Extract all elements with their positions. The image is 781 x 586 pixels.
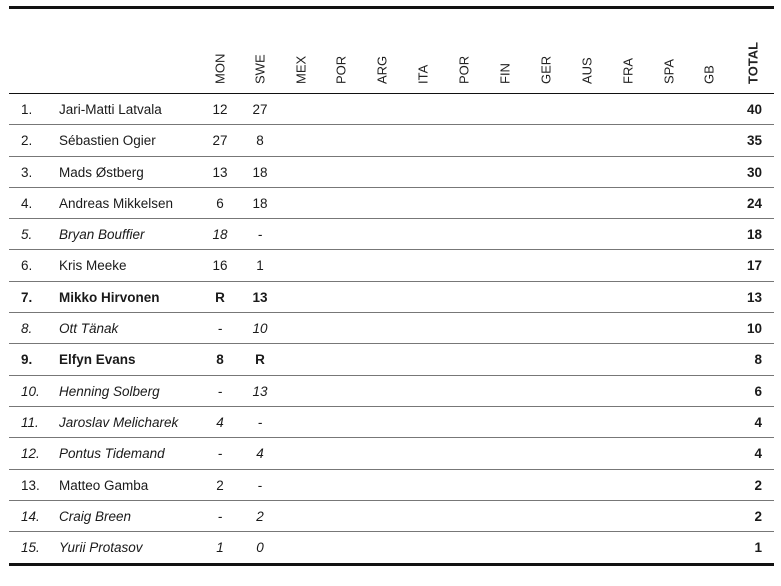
total-cell: 6 bbox=[754, 383, 762, 399]
table-row bbox=[9, 282, 774, 313]
table-row bbox=[9, 532, 774, 563]
column-header-mon-0 bbox=[200, 24, 240, 84]
column-header-label: GB bbox=[701, 65, 717, 84]
table-row bbox=[9, 438, 774, 469]
column-header-gb-12 bbox=[689, 24, 729, 84]
table-row bbox=[9, 501, 774, 532]
total-cell: 8 bbox=[754, 352, 762, 368]
column-header-label: MEX bbox=[293, 55, 309, 84]
driver-name-cell: Elfyn Evans bbox=[59, 352, 136, 368]
column-header-label: FRA bbox=[620, 58, 636, 84]
points-cell-mon: - bbox=[217, 508, 223, 524]
column-header-label: SPA bbox=[661, 58, 677, 84]
points-cell-mon: 4 bbox=[216, 414, 224, 430]
points-cell-swe: 2 bbox=[256, 508, 264, 524]
table-row bbox=[9, 407, 774, 438]
column-header-label: FIN bbox=[497, 63, 513, 84]
points-cell-mon: 1 bbox=[216, 540, 224, 556]
points-cell-mon: 16 bbox=[212, 258, 228, 274]
driver-name-cell: Kris Meeke bbox=[59, 258, 127, 274]
driver-name-cell: Mads Østberg bbox=[59, 164, 144, 180]
column-header-label: GER bbox=[538, 55, 554, 84]
driver-name-cell: Matteo Gamba bbox=[59, 477, 149, 493]
points-cell-swe: 27 bbox=[252, 102, 268, 117]
table-row bbox=[9, 470, 774, 501]
position-cell: 6. bbox=[21, 258, 33, 274]
total-cell: 17 bbox=[746, 258, 762, 274]
points-cell-swe: 18 bbox=[252, 164, 268, 180]
standings-table bbox=[9, 6, 774, 566]
total-cell: 2 bbox=[754, 508, 762, 524]
column-header-fin-7 bbox=[485, 24, 525, 84]
column-header-por-6 bbox=[444, 24, 484, 84]
total-cell: 40 bbox=[746, 102, 762, 117]
position-cell: 4. bbox=[21, 195, 33, 211]
points-cell-mon: 13 bbox=[212, 164, 228, 180]
points-cell-mon: 18 bbox=[212, 227, 228, 243]
driver-name-cell: Sébastien Ogier bbox=[59, 133, 156, 149]
points-cell-swe: R bbox=[255, 352, 265, 368]
position-cell: 14. bbox=[21, 508, 40, 524]
driver-name-cell: Mikko Hirvonen bbox=[59, 289, 160, 305]
points-cell-swe: 0 bbox=[256, 540, 264, 556]
driver-name-cell: Bryan Bouffier bbox=[59, 227, 145, 243]
table-row bbox=[9, 188, 774, 219]
total-cell: 13 bbox=[746, 289, 762, 305]
driver-name-cell: Jari-Matti Latvala bbox=[59, 102, 162, 117]
position-cell: 15. bbox=[21, 540, 40, 556]
column-header-swe-1 bbox=[240, 24, 280, 84]
table-row bbox=[9, 125, 774, 156]
points-cell-swe: - bbox=[257, 227, 263, 243]
table-row bbox=[9, 157, 774, 188]
points-cell-swe: 4 bbox=[256, 446, 264, 462]
position-cell: 7. bbox=[21, 289, 33, 305]
driver-name-cell: Ott Tänak bbox=[59, 321, 119, 337]
table-row bbox=[9, 313, 774, 344]
points-cell-mon: R bbox=[215, 289, 225, 305]
column-header-label: ITA bbox=[415, 64, 431, 84]
driver-name-cell: Andreas Mikkelsen bbox=[59, 195, 174, 211]
header-row bbox=[9, 9, 774, 94]
points-cell-mon: - bbox=[217, 321, 223, 337]
position-cell: 2. bbox=[21, 133, 33, 149]
points-cell-mon: 27 bbox=[212, 133, 228, 149]
column-header-aus-9 bbox=[567, 24, 607, 84]
table-row bbox=[9, 344, 774, 375]
column-header-label: TOTAL bbox=[745, 41, 761, 84]
points-cell-swe: 13 bbox=[252, 383, 268, 399]
column-header-label: POR bbox=[456, 55, 472, 84]
column-header-label: MON bbox=[212, 53, 228, 84]
column-header-fra-10 bbox=[608, 24, 648, 84]
column-header-ger-8 bbox=[526, 24, 566, 84]
table-row bbox=[9, 94, 774, 125]
position-cell: 10. bbox=[21, 383, 40, 399]
position-cell: 13. bbox=[21, 477, 40, 493]
points-cell-swe: - bbox=[257, 414, 263, 430]
column-header-label: SWE bbox=[252, 54, 268, 84]
points-cell-mon: - bbox=[217, 383, 223, 399]
position-cell: 8. bbox=[21, 321, 33, 337]
column-header-arg-4 bbox=[362, 24, 402, 84]
total-cell: 10 bbox=[746, 321, 762, 337]
column-header-label: ARG bbox=[374, 55, 390, 84]
total-cell: 4 bbox=[754, 446, 762, 462]
column-header-ita-5 bbox=[403, 24, 443, 84]
column-header-por-3 bbox=[321, 24, 361, 84]
points-cell-swe: 8 bbox=[256, 133, 264, 149]
points-cell-mon: 12 bbox=[212, 102, 228, 117]
points-cell-swe: 1 bbox=[256, 258, 264, 274]
total-cell: 1 bbox=[754, 540, 762, 556]
points-cell-swe: 10 bbox=[252, 321, 268, 337]
points-cell-swe: 13 bbox=[252, 289, 268, 305]
table-row bbox=[9, 376, 774, 407]
position-cell: 1. bbox=[21, 102, 33, 117]
position-cell: 9. bbox=[21, 352, 33, 368]
table-bottom-rule bbox=[9, 563, 774, 566]
table-row bbox=[9, 219, 774, 250]
table-body bbox=[9, 94, 774, 563]
total-cell: 24 bbox=[746, 195, 762, 211]
driver-name-cell: Craig Breen bbox=[59, 508, 132, 524]
column-header-spa-11 bbox=[649, 24, 689, 84]
points-cell-mon: 8 bbox=[216, 352, 224, 368]
position-cell: 3. bbox=[21, 164, 33, 180]
points-cell-mon: - bbox=[217, 446, 223, 462]
driver-name-cell: Yurii Protasov bbox=[59, 540, 143, 556]
total-cell: 35 bbox=[746, 133, 762, 149]
total-cell: 2 bbox=[754, 477, 762, 493]
points-cell-mon: 6 bbox=[216, 195, 224, 211]
column-header-label: AUS bbox=[579, 57, 595, 84]
driver-name-cell: Henning Solberg bbox=[59, 383, 160, 399]
position-cell: 5. bbox=[21, 227, 33, 243]
total-cell: 30 bbox=[746, 164, 762, 180]
total-cell: 18 bbox=[746, 227, 762, 243]
driver-name-cell: Jaroslav Melicharek bbox=[59, 414, 179, 430]
points-cell-swe: 18 bbox=[252, 195, 268, 211]
position-cell: 12. bbox=[21, 446, 40, 462]
driver-name-cell: Pontus Tidemand bbox=[59, 446, 165, 462]
total-cell: 4 bbox=[754, 414, 762, 430]
table-row bbox=[9, 250, 774, 281]
position-cell: 11. bbox=[21, 414, 39, 430]
column-header-label: POR bbox=[333, 55, 349, 84]
points-cell-swe: - bbox=[257, 477, 263, 493]
column-header-mex-2 bbox=[281, 24, 321, 84]
column-header-total bbox=[733, 24, 773, 84]
points-cell-mon: 2 bbox=[216, 477, 224, 493]
